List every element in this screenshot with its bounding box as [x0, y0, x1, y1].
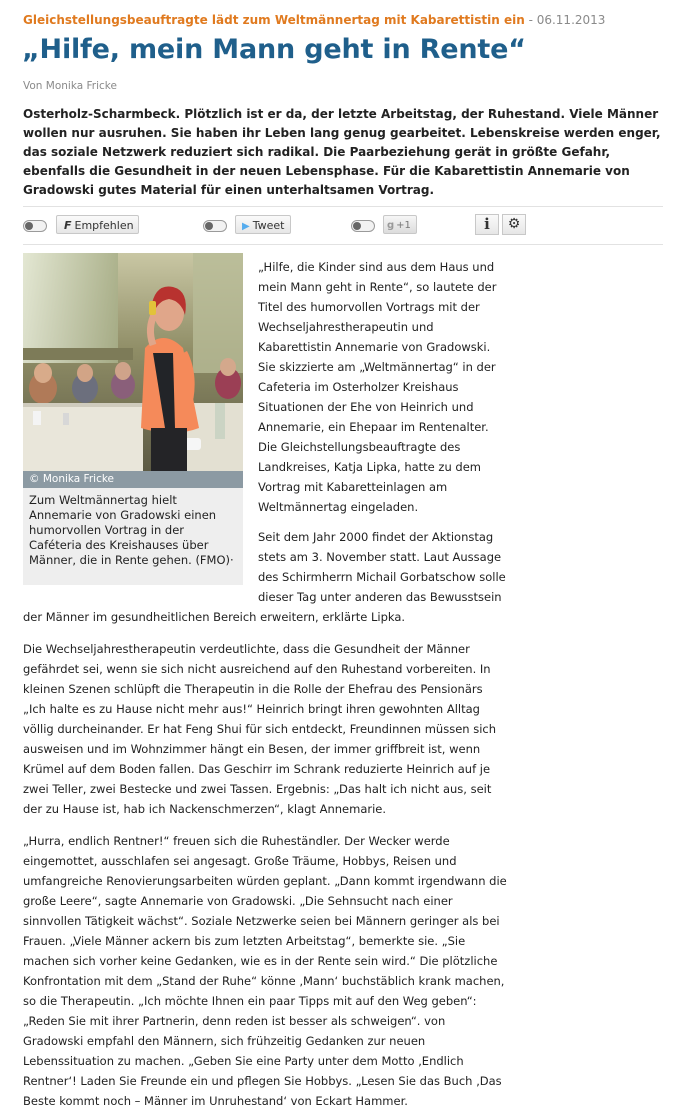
social-bar — [23, 206, 663, 245]
info-icon[interactable]: i — [475, 214, 499, 235]
body-paragraph-4: „Hurra, endlich Rentner!“ freuen sich die Ruheständler. Der Wecker werde eingemottet, ausschlafen sei angesagt. Große Träume, Hobbys, Reisen und umfangreiche Renovierungsarbeiten würden geplant. „Dann kommt irgendwann die große Leere“, sagte Annemarie von Gradowski. „Die Sehnsucht nach einer sinnvollen Tätigkeit wächst“. Soziale Netzwerke seien bei Männern geringer als bei Frauen. „Viele Männer ackern bis zum letzten Arbeitstag“, bemerkte sie. „Sie machen sich vorher keine Gedanken, wie es in der Rente sein wird.“ Die plötzliche Konfrontation mit dem „Stand der Ruhe“ könne ‚Mann‘ buchstäblich krank machen, so die Therapeutin. „Ich möchte Ihnen ein paar Tipps mit auf den Weg geben“: „Reden Sie mit ihrer Partnerin, denn reden ist besser als schweigen“. von Gradowski empfahl den Männern, sich frühzeitig Gedanken zur neuen Lebenssituation zu machen. „Geben Sie eine Party unter dem Motto ‚Endlich Rentner‘! Laden Sie Freunde ein und pflegen Sie Hobbys. „Lesen Sie das Buch ‚Das Beste kommt noch – Männer im Unruhestand‘ von Eckart Hammer. — [23, 834, 507, 1108]
article-date: - 06.11.2013 — [524, 13, 606, 27]
facebook-icon: F — [64, 219, 72, 232]
body-paragraph-2-continued: der Männer im gesundheitlichen Bereich erweitern, erklärte Lipka. — [23, 610, 406, 624]
twitter-icon: ▶ — [242, 221, 250, 232]
body-paragraph-3: Die Wechseljahrestherapeutin verdeutlichte, dass die Gesundheit der Männer gefährdet sei, wenn sie sich nicht ausreichend auf den Ruhestand vorbereiten. In kleinen Szenen schlüpft die Therapeutin in die Rolle der Ehefrau des Pensionärs „Ich halte es zu Hause nicht mehr aus!“ Heinrich bringt ihren gewohnten Alltag völlig durcheinander. Er hat Feng Shui für sich entdeckt, Freundinnen müssen sich ausweisen und im Wohnzimmer hängt ein Besen, der immer griffbreit ist, wenn Krümel auf dem Boden fallen. Das Geschirr im Schrank reduzierte Heinrich auf je zwei Teller, zwei Bestecke und zwei Tassen. Ergebnis: „Das halt ich nicht aus, seit der zu Hause ist, hab ich Nackenschmerzen“, klagt Annemarie. — [23, 642, 497, 816]
gear-icon[interactable]: ⚙ — [502, 214, 526, 235]
photo-illustration — [23, 253, 243, 471]
article-headline: „Hilfe, mein Mann geht in Rente“ — [22, 34, 526, 65]
article-photo[interactable] — [23, 253, 243, 471]
article-kicker: Gleichstellungsbeauftragte lädt zum Weltmännertag mit Kabarettistin ein — [23, 13, 525, 27]
kicker-line — [23, 12, 663, 28]
photo-caption: Zum Weltmännertag hielt Annemarie von Gradowski einen humorvollen Vortrag in der Caféteria des Kreishauses über Männer, die in Rente gehen. (FMO)· — [23, 488, 243, 585]
gplus-button[interactable] — [383, 215, 417, 234]
twitter-privacy-toggle[interactable] — [203, 220, 227, 232]
tweet-button[interactable] — [235, 215, 291, 234]
article-lead: Osterholz-Scharmbeck. Plötzlich ist er da, der letzte Arbeitstag, der Ruhestand. Viele Männer wollen nur ausruhen. Sie haben ihr Leben lang genug gearbeitet. Lebenskreise werden enger, das soziale Netzwerk reduziert sich radikal. Die Paarbeziehung gerät in größte Gefahr, ebenfalls die Gesundheit in der neuen Lebensphase. Für die Kabarettistin Annemarie von Gradowski gutes Material für einen unterhaltsamen Vortrag. — [23, 107, 661, 197]
article-figure — [23, 253, 243, 585]
facebook-recommend-button[interactable] — [56, 215, 139, 234]
body-paragraph-2: Seit dem Jahr 2000 findet der Aktionstag stets am 3. November statt. Laut Aussage des Schirmherrn Michail Gorbatschow solle dieser Tag unter anderen das Bewusstsein — [258, 530, 506, 604]
gplus-privacy-toggle[interactable] — [351, 220, 375, 232]
facebook-privacy-toggle[interactable] — [23, 220, 47, 232]
photo-credit: © Monika Fricke — [23, 471, 243, 488]
facebook-recommend-label: Empfehlen — [74, 219, 134, 232]
body-paragraph-1: „Hilfe, die Kinder sind aus dem Haus und mein Mann geht in Rente“, so lautete der Titel des humorvollen Vortrags mit der Wechseljahrestherapeutin und Kabarettistin Annemarie von Gradowski. Sie skizzierte am „Weltmännertag“ in der Cafeteria im Osterholzer Kreishaus Situationen der Ehe von Heinrich und Annemarie, ein Ehepaar im Rentenalter. Die Gleichstellungsbeauftragte des Landkreises, Katja Lipka, hatte zu dem Vortrag mit Kabaretteinlagen am Weltmännertag eingeladen. — [258, 260, 497, 514]
gplus-label: +1 — [396, 220, 411, 231]
article-author: Von Monika Fricke — [23, 80, 117, 92]
tweet-label: Tweet — [252, 219, 285, 232]
gplus-icon: g — [387, 220, 395, 231]
